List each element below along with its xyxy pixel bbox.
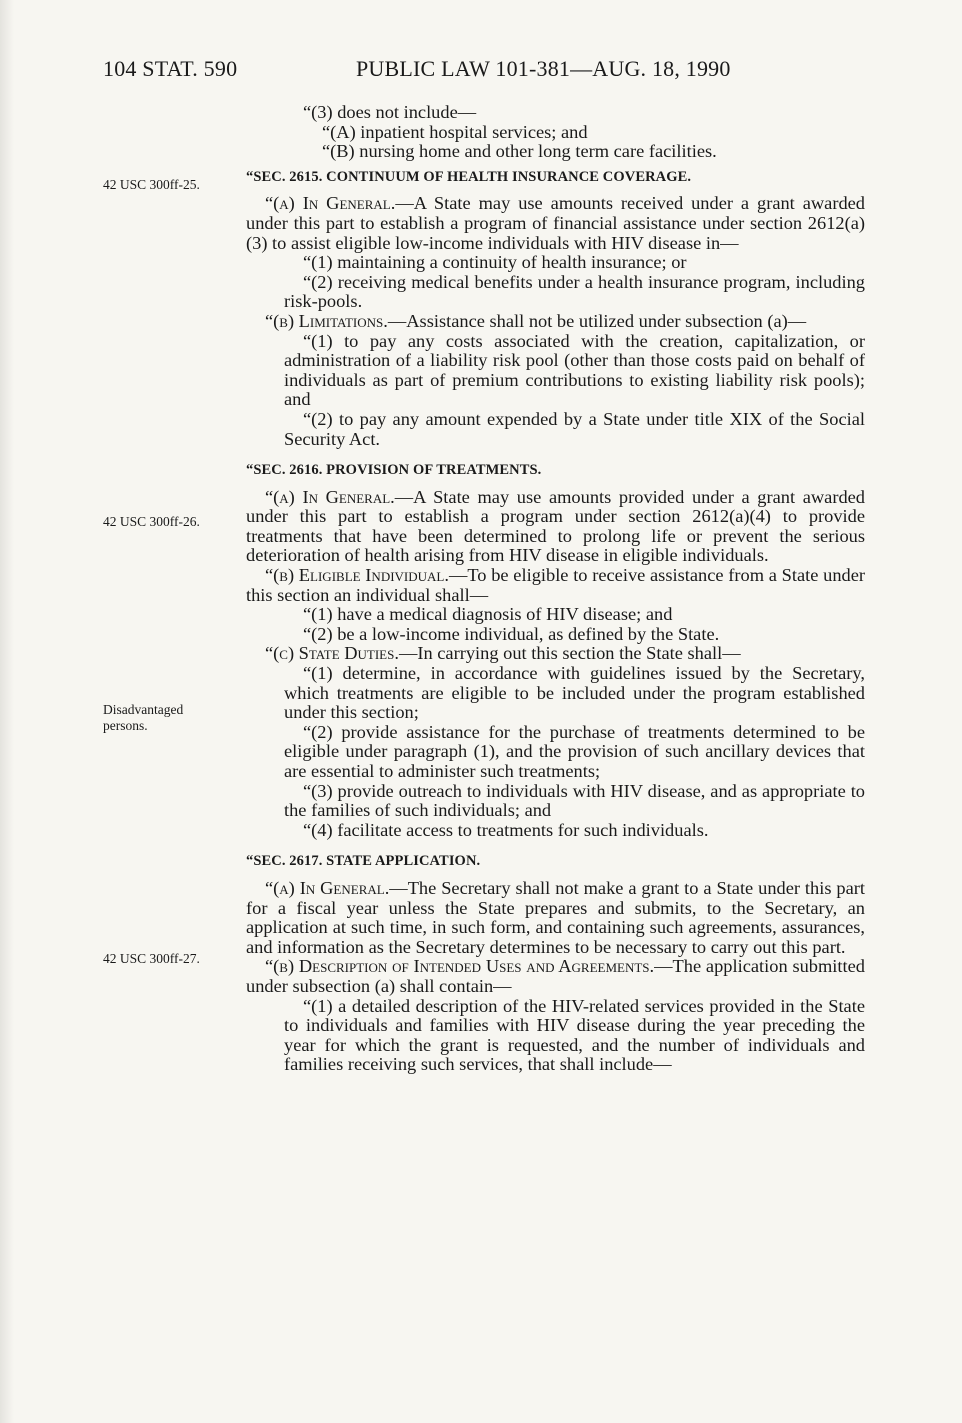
subsection-text: —The application submitted under subsection (a) shall contain—: [246, 956, 865, 996]
section-heading-2615: “SEC. 2615. CONTINUUM OF HEALTH INSURANCE COVERAGE.: [246, 168, 692, 185]
section-2617-subsection-a: [246, 879, 865, 957]
section-2616-c-2: “(2) provide assistance for the purchase of treatments determined to be eligible under paragraph (1), and the provision of such ancillary devices that are essential to administer such treatments;: [284, 721, 865, 781]
margin-note-sec2616: 42 USC 300ff-26.: [103, 514, 200, 529]
subsection-text: —The Secretary shall not make a grant to a State under this part for a fiscal year unless the State prepares and submits, to the Secretary, an application at such time, in such form, and containing such agreements, assurances, and information as the Secretary determines to be necessary to carry out this part.: [246, 877, 865, 957]
section-2615-b-1: “(1) to pay any costs associated with the creation, capitalization, or administration of a liability risk pool (other than those costs paid on behalf of individuals as part of premium contributions to existing liability risk pools); and: [284, 330, 865, 410]
section-2615-subsection-b: [246, 312, 865, 332]
subsection-text: —A State may use amounts received under a grant awarded under this part to establish a program of financial assistance under section 2612(a)(3) to assist eligible low-income individuals with HIV disease in—: [246, 193, 866, 253]
paragraph-3b: “(B) nursing home and other long term care facilities.: [322, 141, 717, 162]
subsection-label: “(a) In General.: [265, 193, 396, 214]
law-title: PUBLIC LAW 101-381—AUG. 18, 1990: [356, 56, 731, 81]
subsection-label: “(c) State Duties.: [265, 643, 399, 664]
subsection-label: “(a) In General.: [265, 486, 395, 507]
section-heading-2616: “SEC. 2616. PROVISION OF TREATMENTS.: [246, 462, 542, 479]
paragraph-3a: “(A) inpatient hospital services; and: [322, 121, 588, 142]
margin-note-sec2617: 42 USC 300ff-27.: [103, 951, 200, 966]
subsection-text: —Assistance shall not be utilized under subsection (a)—: [387, 310, 807, 331]
section-2615-subsection-a: [246, 194, 865, 253]
page-header: [103, 56, 864, 86]
stat-page-number: 104 STAT. 590: [103, 56, 238, 81]
scan-edge: [0, 0, 14, 1423]
section-2615-a-2: “(2) receiving medical benefits under a health insurance program, including risk-pools.: [284, 271, 865, 312]
section-2615-b-2: “(2) to pay any amount expended by a State under title XIX of the Social Security Act.: [284, 408, 865, 449]
section-2616-subsection-a: [246, 488, 865, 566]
margin-note-sec2615: 42 USC 300ff-25.: [103, 177, 200, 192]
section-2616-b-1: “(1) have a medical diagnosis of HIV disease; and: [303, 604, 673, 625]
subsection-text: —In carrying out this section the State shall—: [398, 643, 741, 664]
paragraph-3: “(3) does not include—: [303, 102, 477, 122]
margin-note-disadvantaged: Disadvantaged persons.: [103, 702, 184, 733]
section-heading-2617: “SEC. 2617. STATE APPLICATION.: [246, 853, 481, 870]
subsection-label: “(b) Eligible Individual.: [265, 565, 449, 586]
section-2617-subsection-b: [246, 957, 865, 996]
section-2615-a-1: “(1) maintaining a continuity of health insurance; or: [303, 252, 687, 273]
section-2616-c-4: “(4) facilitate access to treatments for such individuals.: [303, 819, 709, 840]
section-2616-b-2: “(2) be a low-income individual, as defined by the State.: [303, 623, 720, 644]
section-2616-subsection-b: [246, 566, 865, 605]
document-body: [246, 103, 865, 1075]
subsection-text: —To be eligible to receive assistance from a State under this section an individual shall—: [246, 565, 866, 605]
section-2616-c-3: “(3) provide outreach to individuals with HIV disease, and as appropriate to the families of such individuals; and: [284, 780, 865, 821]
subsection-label: “(b) Limitations.: [265, 310, 388, 331]
section-2616-subsection-c: [246, 644, 865, 664]
section-2617-b-1: “(1) a detailed description of the HIV-related services provided in the State to individuals and families with HIV disease during the year preceding the year for which the grant is requested, and the number of individuals and families receiving such services, that shall include—: [284, 995, 865, 1075]
section-2616-c-1: “(1) determine, in accordance with guidelines issued by the Secretary, which treatments are eligible to be included under the program established under this section;: [284, 663, 865, 723]
subsection-label: “(b) Description of Intended Uses and Agreements.: [265, 956, 655, 977]
subsection-label: “(a) In General.: [265, 877, 390, 898]
subsection-text: —A State may use amounts provided under a grant awarded under this part to establish a program under section 2612(a)(4) to provide treatments that have been determined to prolong life or prevent the serious deterioration of health arising from HIV disease in eligible individuals.: [246, 486, 865, 566]
